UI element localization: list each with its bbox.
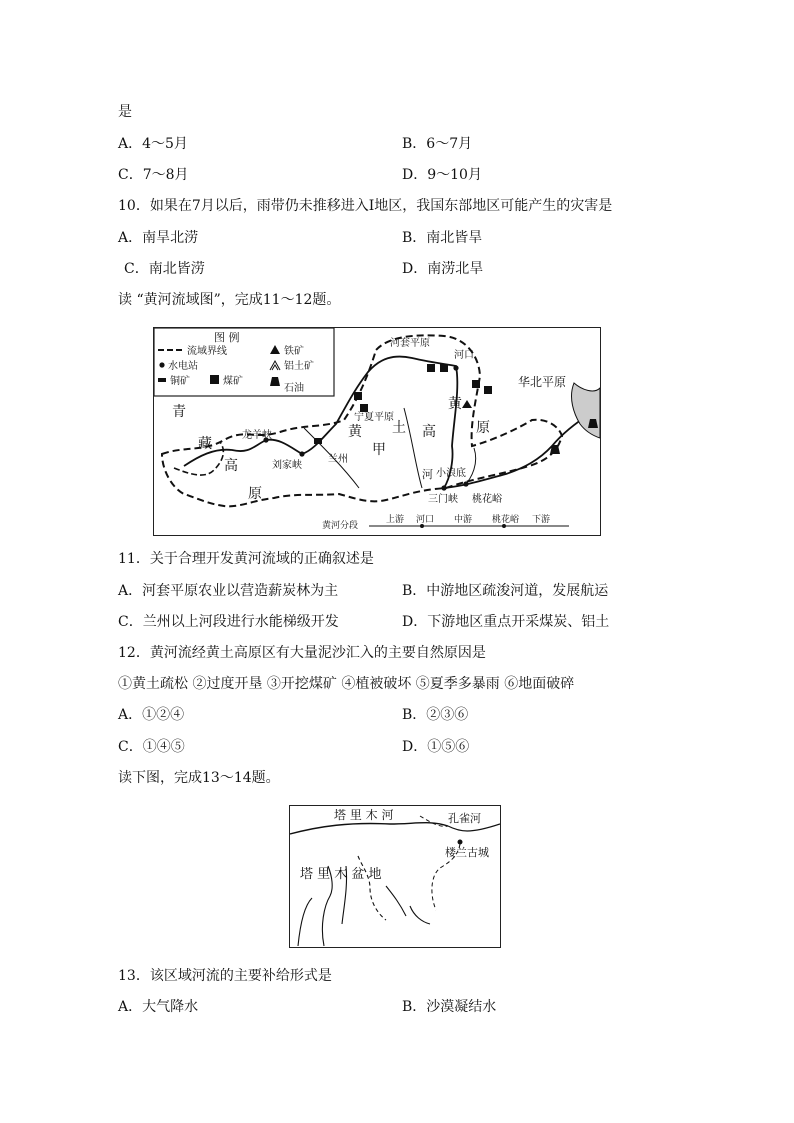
label-hetao: 河套平原	[390, 338, 430, 349]
legend-boundary: 流域界线	[187, 346, 227, 357]
q13-option-a: A．大气降水	[118, 999, 199, 1015]
label-qing: 青	[172, 404, 186, 420]
label-gao: 高	[224, 458, 238, 474]
legend-iron: 铁矿	[284, 346, 304, 357]
q12-option-b: B．②③⑥	[402, 707, 469, 723]
tarim-map-svg	[290, 806, 500, 947]
label-yuan: 原	[248, 486, 262, 502]
kongque-river-line	[448, 824, 500, 831]
legend-title: 图 例	[214, 331, 240, 344]
yellow-river-map-svg	[154, 328, 600, 535]
label-longyangxia: 龙羊峡	[242, 430, 272, 441]
loulan-icon	[458, 840, 463, 845]
xiaolangdi-station	[463, 481, 468, 486]
q11-stem: 11．关于合理开发黄河流域的正确叙述是	[118, 551, 374, 567]
q11-option-b: B．中游地区疏浚河道，发展航运	[402, 583, 609, 599]
label-kongque: 孔雀河	[448, 812, 481, 825]
coal-icon	[472, 380, 480, 388]
river-south-6	[410, 906, 430, 924]
label-gao2: 高	[422, 424, 436, 440]
legend-bauxite: 铝土矿	[284, 361, 314, 372]
copper-ore-icon	[158, 378, 166, 382]
segment-upper: 上游	[386, 515, 405, 525]
q12-option-c: C．①④⑤	[118, 739, 185, 755]
tributary-2	[404, 408, 422, 488]
legend-hydro: 水电站	[168, 361, 198, 372]
coal-icon	[427, 364, 435, 372]
label-lanzhou: 兰州	[328, 454, 348, 465]
river-south-1	[298, 898, 312, 946]
legend-coal: 煤矿	[223, 376, 243, 387]
label-basin: 塔 里 木 盆 地	[300, 867, 382, 882]
coal-icon	[440, 364, 448, 372]
q10-option-c: C．南北皆涝	[124, 261, 205, 277]
segment-lower: 下游	[532, 515, 551, 525]
label-huabei: 华北平原	[518, 375, 567, 389]
label-loulan: 楼兰古城	[445, 846, 489, 859]
q13-stem: 13．该区域河流的主要补给形式是	[118, 968, 332, 984]
label-huang-2: 黄	[448, 396, 462, 412]
legend-oil: 石油	[284, 383, 304, 394]
q10-option-a: A．南旱北涝	[118, 230, 199, 246]
coal-icon	[484, 386, 492, 394]
q10-option-d: D．南涝北旱	[402, 261, 484, 277]
q11-option-c: C．兰州以上河段进行水能梯级开发	[118, 614, 339, 630]
label-sanmenxia: 三门峡	[428, 494, 458, 505]
label-zang: 藏	[198, 436, 212, 452]
q10-option-b: B．南北皆旱	[402, 230, 483, 246]
q11-option-d: D．下游地区重点开采煤炭、铝土	[402, 614, 610, 630]
q12-options-list: ①黄土疏松 ②过度开垦 ③开挖煤矿 ④植被破坏 ⑤夏季多暴雨 ⑥地面破碎	[118, 676, 575, 692]
label-hekou: 河口	[454, 350, 474, 361]
river-south-5	[386, 886, 406, 916]
label-jia: 甲	[372, 442, 386, 458]
q11-option-a: A．河套平原农业以营造薪炭林为主	[118, 583, 339, 599]
tarim-map	[289, 805, 501, 948]
segment-taohuayu: 桃花峪	[492, 515, 520, 525]
coastline-sea	[572, 383, 600, 438]
label-yuan2: 原	[476, 420, 490, 436]
coal-icon	[354, 392, 362, 400]
hydro-station-icon	[159, 362, 164, 367]
label-he: 河	[422, 468, 433, 481]
tarim-river-line	[290, 823, 448, 834]
q9-option-c: C．7～8月	[118, 167, 189, 183]
q12-option-a: A．①②④	[118, 707, 185, 723]
liujiaxia-station	[299, 451, 304, 456]
coal-icon	[210, 375, 219, 384]
label-huang: 黄	[348, 424, 362, 440]
label-ningxia: 宁夏平原	[354, 412, 394, 423]
coal-icon	[314, 438, 322, 444]
q9-option-d: D．9～10月	[402, 167, 482, 183]
segment-middle: 中游	[454, 515, 473, 525]
label-tarim-river: 塔 里 木 河	[334, 808, 394, 822]
q12-option-d: D．①⑤⑥	[402, 739, 470, 755]
intro-13-14: 读下图，完成13～14题。	[118, 770, 280, 786]
label-taohuayu: 桃花峪	[472, 494, 502, 505]
legend-copper: 铜矿	[170, 376, 190, 387]
label-xiaolangdi: 小浪底	[436, 468, 466, 479]
sanmenxia-station	[441, 485, 446, 490]
q13-option-b: B．沙漠凝结水	[402, 999, 497, 1015]
q12-stem: 12．黄河流经黄土高原区有大量泥沙汇入的主要自然原因是	[118, 645, 486, 661]
river-south-4	[358, 856, 386, 920]
q9-option-a: A．4～5月	[118, 136, 188, 152]
hekou-station	[453, 365, 458, 370]
intro-11-12: 读 “黄河流域图”，完成11～12题。	[118, 292, 341, 308]
coal-icon	[360, 404, 368, 412]
iron-ore-icon	[462, 400, 472, 408]
segments-title: 黄河分段	[322, 521, 359, 531]
q9-stem-tail: 是	[118, 104, 132, 120]
q9-option-b: B．6～7月	[402, 136, 473, 152]
yellow-river-map	[153, 327, 601, 536]
label-liujiaxia: 刘家峡	[272, 460, 302, 471]
segment-hekou: 河口	[416, 515, 435, 525]
label-tu: 土	[392, 420, 406, 436]
q10-stem: 10．如果在7月以后，雨带仍未推移进入Ⅰ地区，我国东部地区可能产生的灾害是	[118, 198, 613, 214]
